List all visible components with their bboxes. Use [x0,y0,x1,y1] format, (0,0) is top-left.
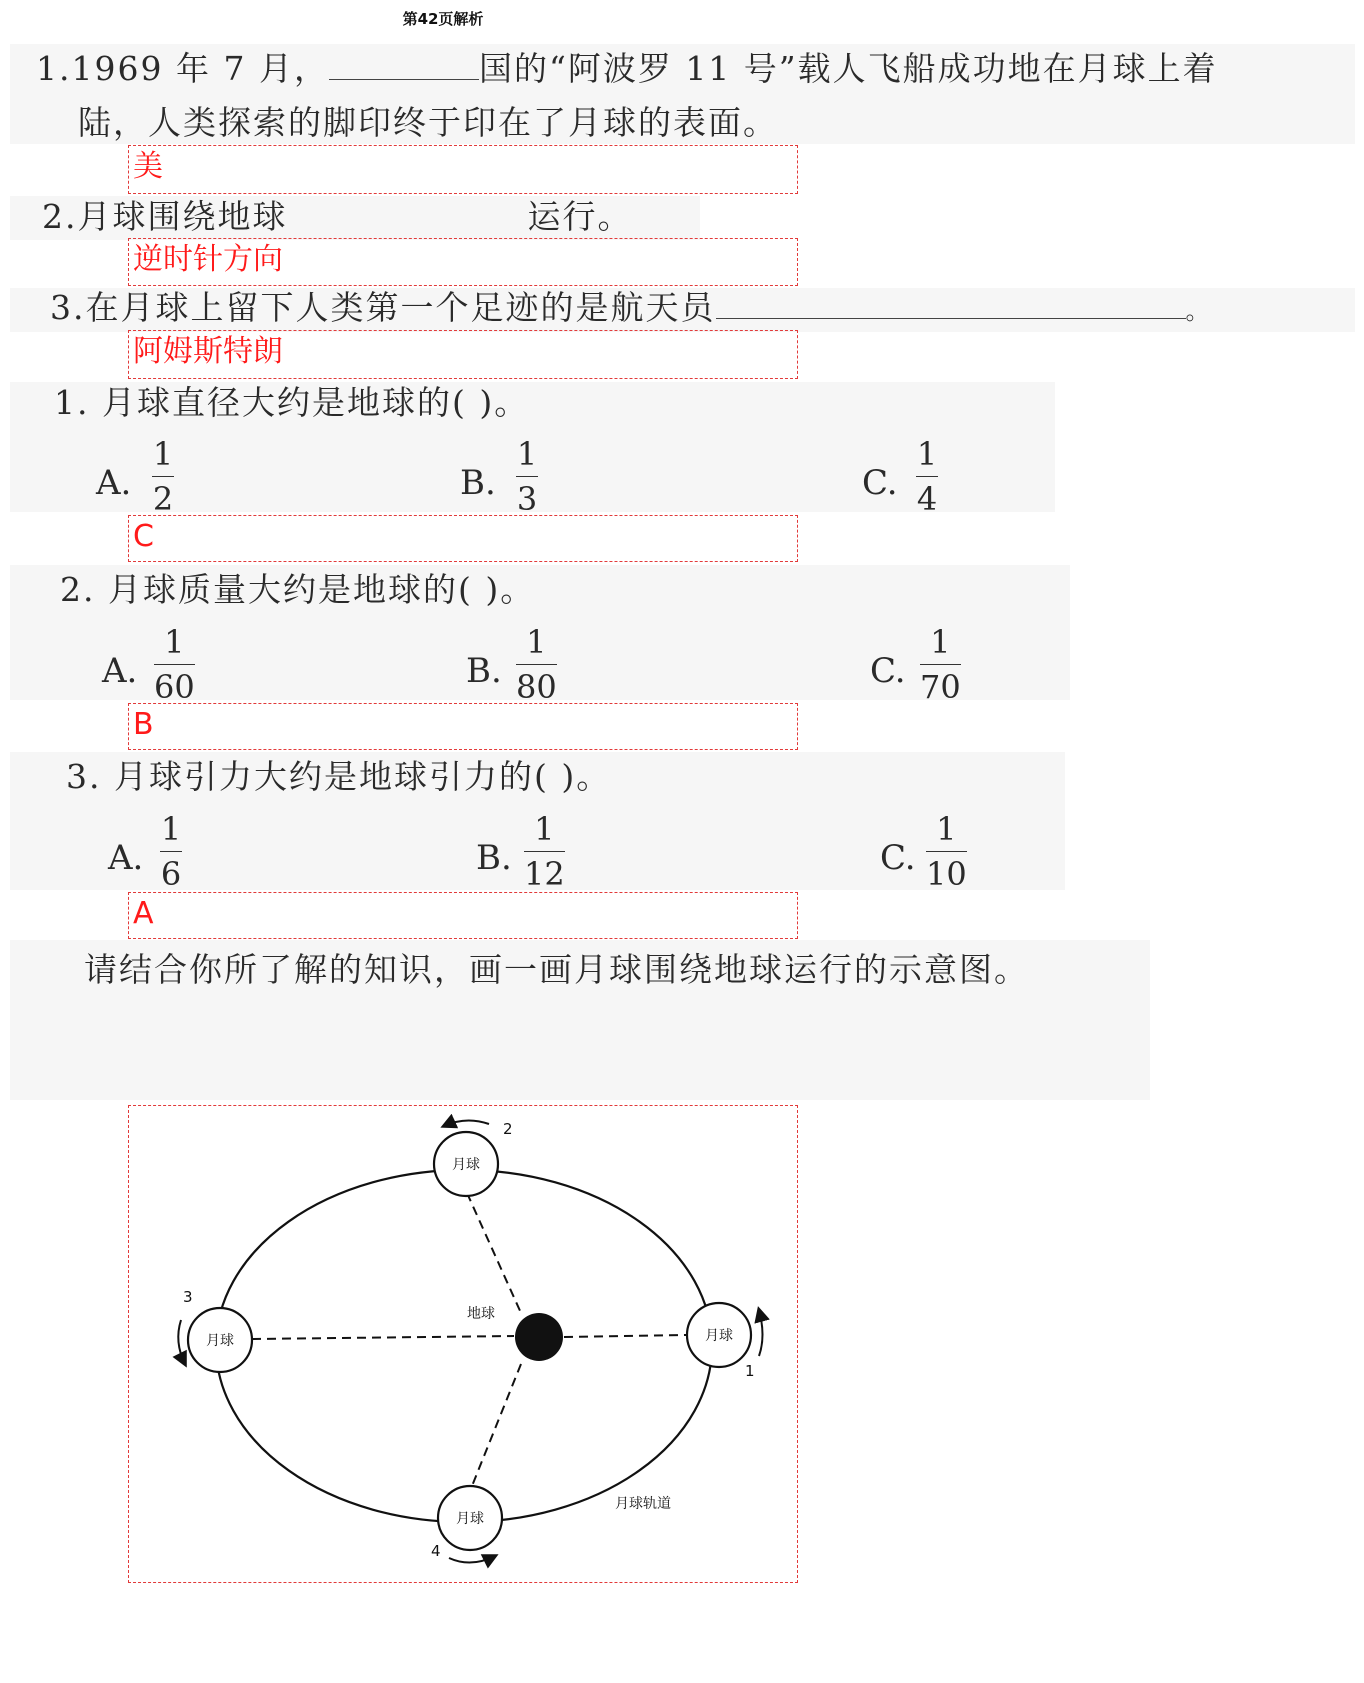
dashed-lines [252,1193,686,1486]
question-text: 运行。 [527,197,633,236]
position-number-4: 4 [431,1542,441,1560]
option-letter: B. [476,838,512,878]
option-letter: C. [880,838,916,878]
option-letter: B. [460,463,496,503]
position-number-1: 1 [745,1362,755,1380]
denominator: 2 [152,480,174,518]
option-letter: C. [862,463,898,503]
arrow-icon [759,1310,763,1356]
numerator: 1 [516,435,538,473]
fraction-bar [152,476,174,477]
fill-question-1-line2: 陆，人类探索的脚印终于印在了月球的表面。 [78,103,778,142]
fraction [160,810,182,893]
numerator: 1 [930,623,951,661]
fraction [920,623,961,706]
fraction-bar [160,851,182,852]
question-text: 国的“阿波罗 11 号”载人飞船成功地在月球上着 [478,49,1218,88]
moon-position-4 [438,1486,502,1550]
numerator: 1 [526,623,547,661]
fraction [516,623,557,706]
orbit-ellipse [216,1170,712,1522]
arrow-icon [178,1320,185,1364]
fraction-bar [154,664,195,665]
question-number: 2. [42,197,78,236]
answer-box: 阿姆斯特朗 [128,330,798,379]
question-text: 月球围绕地球 [77,197,288,236]
answer-diagram-box [128,1105,798,1583]
fraction [516,435,538,518]
answer-box: A [128,892,798,939]
fill-question-3 [50,288,1212,327]
fraction [524,810,565,893]
denominator: 4 [916,480,938,518]
option-letter: B. [466,651,502,691]
denominator: 60 [154,668,195,706]
fraction [916,435,938,518]
fraction [926,810,967,893]
numerator: 1 [152,435,174,473]
answer-box: B [128,703,798,750]
option-letter: C. [870,651,906,691]
page-title: 第42页解析 [402,10,484,28]
question-text: 。 [1185,297,1212,325]
denominator: 80 [516,668,557,706]
svg-text:月球: 月球 [452,1157,480,1173]
position-number-2: 2 [503,1120,513,1138]
question-number: 1. [36,49,72,88]
denominator: 3 [516,480,538,518]
fill-question-2 [42,197,633,236]
fraction-bar [916,476,938,477]
fill-question-1 [36,49,1218,88]
denominator: 10 [926,855,967,893]
svg-text:月球: 月球 [705,1328,733,1344]
svg-text:月球: 月球 [456,1511,484,1527]
answer-box: 逆时针方向 [128,238,798,286]
choice-question-3: 3. 月球引力大约是地球引力的( )。 [66,757,612,796]
position-number-3: 3 [183,1288,193,1306]
earth-label: 地球 [467,1306,495,1322]
moon-position-1 [687,1303,751,1367]
question-text: 1969 年 7 月， [71,49,329,88]
fraction-bar [926,851,967,852]
numerator: 1 [936,810,957,848]
numerator: 1 [160,810,182,848]
option-letter: A. [108,838,144,878]
denominator: 12 [524,855,565,893]
arrow-icon [449,1556,495,1563]
question-number: 3. [50,288,86,327]
fraction-bar [920,664,961,665]
svg-text:月球: 月球 [206,1333,234,1349]
answer-box: C [128,515,798,562]
arrow-icon [444,1120,489,1126]
drawing-task-prompt: 请结合你所了解的知识，画一画月球围绕地球运行的示意图。 [84,950,1029,989]
moon-position-3 [188,1308,252,1372]
moon-position-2 [434,1132,498,1196]
orbit-label: 月球轨道 [615,1496,671,1512]
earth-dot [515,1313,563,1361]
fraction-bar [516,664,557,665]
fraction-bar [524,851,565,852]
answer-blank [329,79,479,80]
answer-box: 美 [128,145,798,194]
denominator: 70 [920,668,961,706]
option-letter: A. [96,463,132,503]
moon-orbit-diagram [129,1106,799,1584]
choice-question-1: 1. 月球直径大约是地球的( )。 [54,383,530,422]
option-letter: A. [102,651,138,691]
fraction-bar [516,476,538,477]
answer-blank [716,318,1186,319]
numerator: 1 [164,623,185,661]
question-text: 在月球上留下人类第一个足迹的是航天员 [85,288,716,327]
fraction [154,623,195,706]
numerator: 1 [916,435,938,473]
denominator: 6 [160,855,182,893]
numerator: 1 [534,810,555,848]
choice-question-2: 2. 月球质量大约是地球的( )。 [60,570,536,609]
fraction [152,435,174,518]
